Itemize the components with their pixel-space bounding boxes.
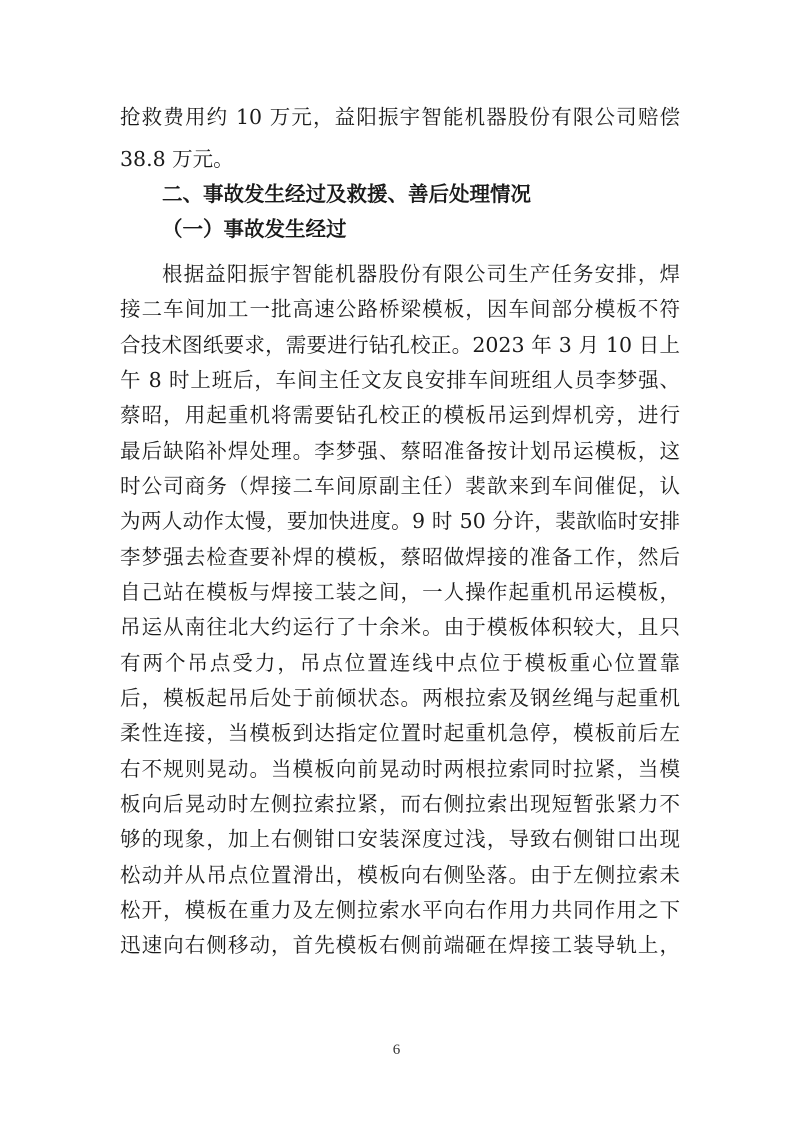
- body-line-19: 松开，模板在重力及左侧拉索水平向右作用力共同作用之下: [120, 898, 680, 922]
- body-line-8: 为两人动作太慢，要加快进度。9 时 50 分许，裴歆临时安排: [120, 509, 680, 533]
- body-line-10: 自己站在模板与焊接工装之间，一人操作起重机吊运模板，: [120, 580, 680, 604]
- body-line-14: 柔性连接，当模板到达指定位置时起重机急停，模板前后左: [120, 721, 680, 745]
- body-line-5: 蔡昭，用起重机将需要钻孔校正的模板吊运到焊机旁，进行: [120, 403, 680, 427]
- body-line-3: 合技术图纸要求，需要进行钻孔校正。2023 年 3 月 10 日上: [120, 333, 680, 357]
- body-line-18: 松动并从吊点位置滑出，模板向右侧坠落。由于左侧拉索未: [120, 863, 680, 887]
- body-line-13: 后，模板起吊后处于前倾状态。两根拉索及钢丝绳与起重机: [120, 686, 680, 710]
- body-line-15: 右不规则晃动。当模板向前晃动时两根拉索同时拉紧，当模: [120, 757, 680, 781]
- body-line-16: 板向后晃动时左侧拉索拉紧，而右侧拉索出现短暂张紧力不: [120, 792, 680, 816]
- body-line-9: 李梦强去检查要补焊的模板，蔡昭做焊接的准备工作，然后: [120, 545, 680, 569]
- subsection-heading: （一）事故发生经过: [162, 217, 347, 241]
- body-line-20: 迅速向右侧移动，首先模板右侧前端砸在焊接工装导轨上，: [120, 933, 680, 957]
- body-line-1: 根据益阳振宇智能机器股份有限公司生产任务安排，焊: [162, 262, 680, 286]
- intro-line-1: 抢救费用约 10 万元，益阳振宇智能机器股份有限公司赔偿: [120, 105, 680, 129]
- body-line-2: 接二车间加工一批高速公路桥梁模板，因车间部分模板不符: [120, 297, 680, 321]
- body-line-12: 有两个吊点受力，吊点位置连线中点位于模板重心位置靠: [120, 651, 680, 675]
- body-line-7: 时公司商务（焊接二车间原副主任）裴歆来到车间催促，认: [120, 474, 680, 498]
- intro-line-2: 38.8 万元。: [120, 147, 234, 171]
- section-heading: 二、事故发生经过及救援、善后处理情况: [162, 182, 531, 206]
- body-line-4: 午 8 时上班后，车间主任文友良安排车间班组人员李梦强、: [120, 368, 680, 392]
- body-line-6: 最后缺陷补焊处理。李梦强、蔡昭准备按计划吊运模板，这: [120, 439, 680, 463]
- body-line-17: 够的现象，加上右侧钳口安装深度过浅，导致右侧钳口出现: [120, 827, 680, 851]
- body-line-11: 吊运从南往北大约运行了十余米。由于模板体积较大，且只: [120, 615, 680, 639]
- page-number: 6: [392, 1042, 401, 1058]
